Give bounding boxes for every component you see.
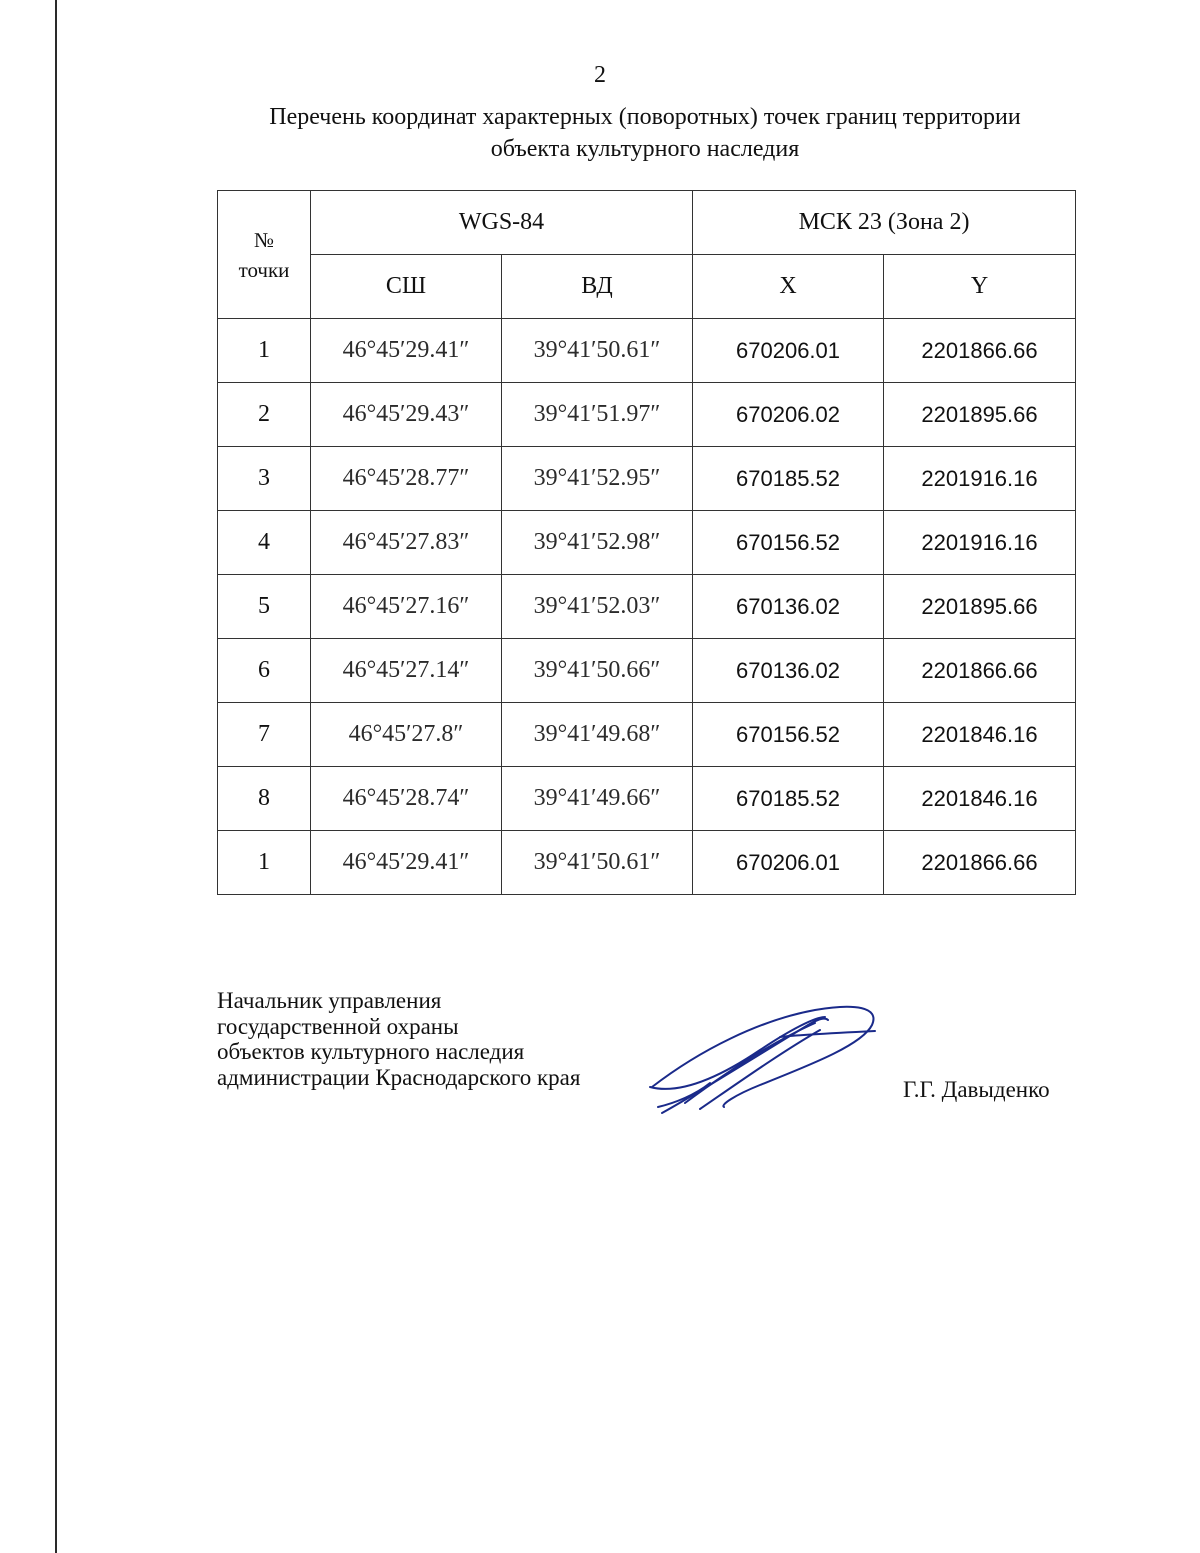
cell-x: 670206.01 bbox=[693, 831, 884, 895]
header-wgs84: WGS-84 bbox=[311, 191, 693, 255]
cell-point-number: 6 bbox=[218, 639, 311, 703]
cell-latitude: 46°45′29.43″ bbox=[311, 383, 502, 447]
cell-latitude: 46°45′27.83″ bbox=[311, 511, 502, 575]
page-left-border bbox=[55, 0, 57, 1553]
cell-point-number: 2 bbox=[218, 383, 311, 447]
coordinates-table bbox=[217, 190, 1076, 895]
header-point-number bbox=[218, 191, 311, 319]
header-latitude: СШ bbox=[311, 255, 502, 319]
cell-longitude: 39°41′50.61″ bbox=[502, 319, 693, 383]
cell-x: 670136.02 bbox=[693, 575, 884, 639]
cell-point-number: 8 bbox=[218, 767, 311, 831]
header-y: Y bbox=[884, 255, 1076, 319]
cell-x: 670206.02 bbox=[693, 383, 884, 447]
cell-longitude: 39°41′50.66″ bbox=[502, 639, 693, 703]
position-line-4: администрации Краснодарского края bbox=[217, 1064, 581, 1090]
cell-point-number: 7 bbox=[218, 703, 311, 767]
cell-latitude: 46°45′27.14″ bbox=[311, 639, 502, 703]
handwritten-signature bbox=[640, 995, 890, 1120]
title-line-2: объекта культурного наследия bbox=[490, 136, 800, 162]
header-x: X bbox=[693, 255, 884, 319]
cell-x: 670185.52 bbox=[693, 767, 884, 831]
table-row bbox=[218, 383, 1076, 447]
signatory-name: Г.Г. Давыденко bbox=[903, 1077, 1050, 1102]
cell-latitude: 46°45′27.16″ bbox=[311, 575, 502, 639]
cell-longitude: 39°41′51.97″ bbox=[502, 383, 693, 447]
cell-x: 670185.52 bbox=[693, 447, 884, 511]
position-line-2: государственной охраны bbox=[217, 1013, 459, 1039]
table-row bbox=[218, 831, 1076, 895]
header-longitude: ВД bbox=[502, 255, 693, 319]
cell-point-number: 1 bbox=[218, 831, 311, 895]
cell-point-number: 5 bbox=[218, 575, 311, 639]
cell-x: 670156.52 bbox=[693, 703, 884, 767]
cell-x: 670206.01 bbox=[693, 319, 884, 383]
signatory-position bbox=[217, 988, 580, 1090]
cell-latitude: 46°45′27.8″ bbox=[311, 703, 502, 767]
cell-y: 2201846.16 bbox=[884, 767, 1076, 831]
cell-latitude: 46°45′29.41″ bbox=[311, 831, 502, 895]
table-row bbox=[218, 703, 1076, 767]
table-row bbox=[218, 767, 1076, 831]
cell-longitude: 39°41′52.03″ bbox=[502, 575, 693, 639]
header-msk23: МСК 23 (Зона 2) bbox=[693, 191, 1076, 255]
cell-point-number: 4 bbox=[218, 511, 311, 575]
cell-longitude: 39°41′49.66″ bbox=[502, 767, 693, 831]
cell-longitude: 39°41′52.95″ bbox=[502, 447, 693, 511]
cell-y: 2201866.66 bbox=[884, 319, 1076, 383]
cell-y: 2201846.16 bbox=[884, 703, 1076, 767]
cell-longitude: 39°41′52.98″ bbox=[502, 511, 693, 575]
document-title bbox=[200, 101, 1090, 165]
page-number: 2 bbox=[594, 62, 606, 88]
cell-y: 2201916.16 bbox=[884, 511, 1076, 575]
position-line-1: Начальник управления bbox=[217, 988, 442, 1013]
cell-latitude: 46°45′29.41″ bbox=[311, 319, 502, 383]
cell-y: 2201895.66 bbox=[884, 575, 1076, 639]
cell-longitude: 39°41′50.61″ bbox=[502, 831, 693, 895]
cell-y: 2201895.66 bbox=[884, 383, 1076, 447]
table-row bbox=[218, 319, 1076, 383]
table-row bbox=[218, 447, 1076, 511]
title-line-1: Перечень координат характерных (поворотных) точек границ территории bbox=[269, 104, 1021, 130]
cell-y: 2201866.66 bbox=[884, 639, 1076, 703]
cell-x: 670136.02 bbox=[693, 639, 884, 703]
table-row bbox=[218, 575, 1076, 639]
position-line-3: объектов культурного наследия bbox=[217, 1039, 525, 1064]
cell-latitude: 46°45′28.77″ bbox=[311, 447, 502, 511]
cell-latitude: 46°45′28.74″ bbox=[311, 767, 502, 831]
table-row bbox=[218, 639, 1076, 703]
header-point-label: точки bbox=[238, 257, 290, 282]
cell-point-number: 3 bbox=[218, 447, 311, 511]
cell-y: 2201916.16 bbox=[884, 447, 1076, 511]
cell-y: 2201866.66 bbox=[884, 831, 1076, 895]
cell-x: 670156.52 bbox=[693, 511, 884, 575]
cell-point-number: 1 bbox=[218, 319, 311, 383]
cell-longitude: 39°41′49.68″ bbox=[502, 703, 693, 767]
header-number-sign: № bbox=[253, 227, 275, 252]
table-row bbox=[218, 511, 1076, 575]
